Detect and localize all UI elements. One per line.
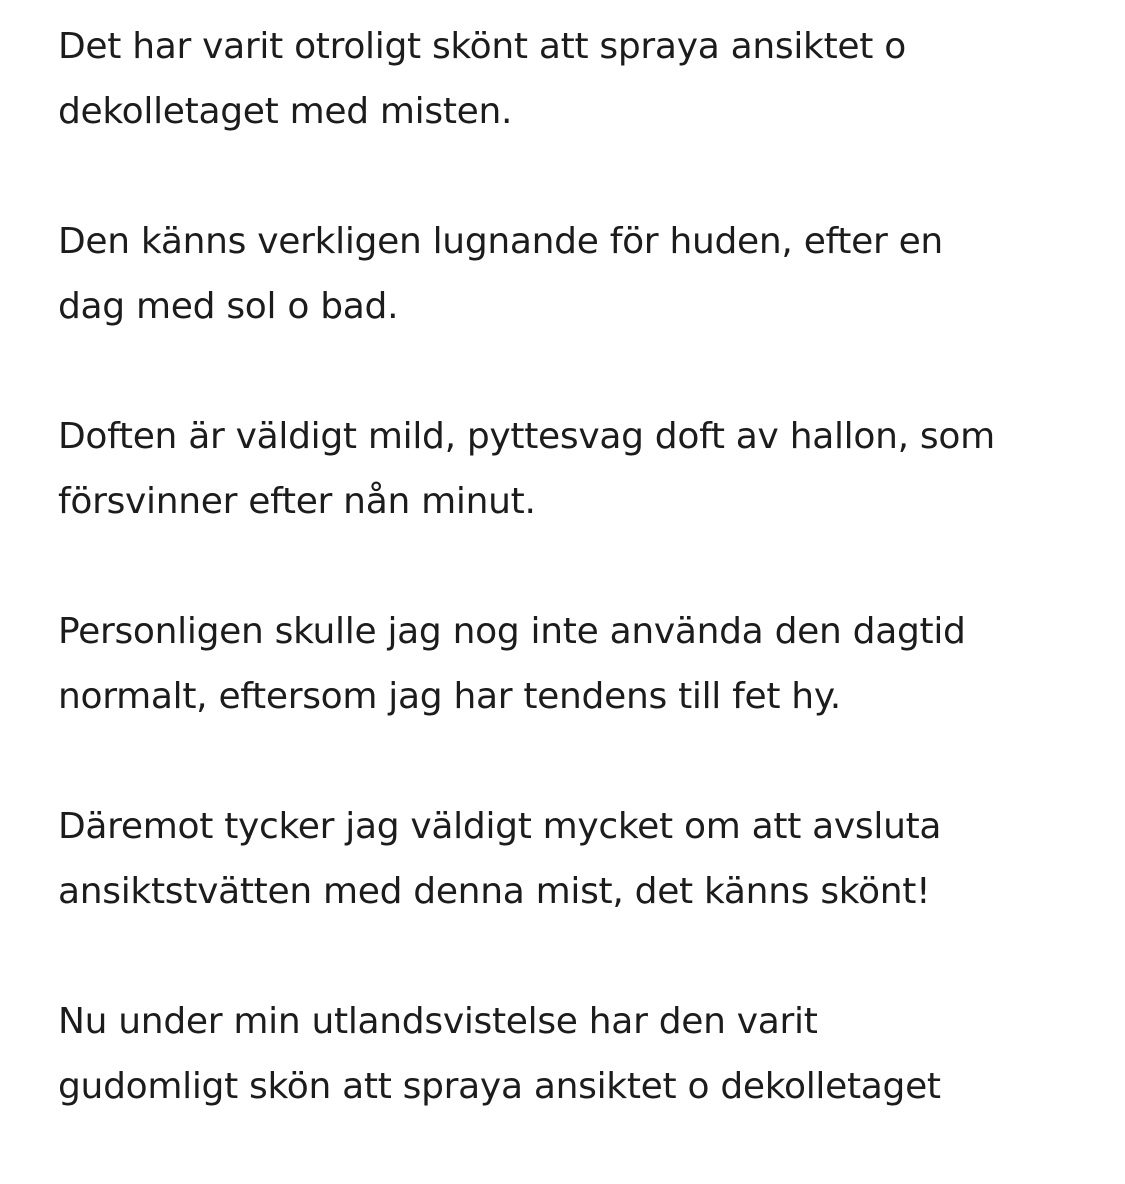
text-line: ansiktstvätten med denna mist, det känns skönt!	[58, 871, 931, 912]
review-paragraph	[58, 209, 1098, 339]
text-line: dag med sol o bad.	[58, 286, 399, 327]
text-line: dekolletaget med misten.	[58, 91, 513, 132]
text-line: försvinner efter nån minut.	[58, 481, 536, 522]
text-line: normalt, eftersom jag har tendens till fet hy.	[58, 676, 841, 717]
text-line: Nu under min utlandsvistelse har den varit	[58, 1001, 818, 1042]
text-line: gudomligt skön att spraya ansiktet o dekolletaget	[58, 1066, 941, 1107]
text-line: Det har varit otroligt skönt att spraya ansiktet o	[58, 26, 906, 67]
review-paragraph	[58, 989, 1098, 1119]
review-paragraph	[58, 794, 1098, 924]
text-line: Personligen skulle jag nog inte använda den dagtid	[58, 611, 966, 652]
review-paragraph	[58, 14, 1098, 144]
text-line: Däremot tycker jag väldigt mycket om att avsluta	[58, 806, 942, 847]
text-line: Doften är väldigt mild, pyttesvag doft av hallon, som	[58, 416, 995, 457]
review-paragraph	[58, 404, 1098, 534]
text-line: Den känns verkligen lugnande för huden, efter en	[58, 221, 943, 262]
review-paragraph	[58, 599, 1098, 729]
review-text	[58, 14, 1098, 1184]
